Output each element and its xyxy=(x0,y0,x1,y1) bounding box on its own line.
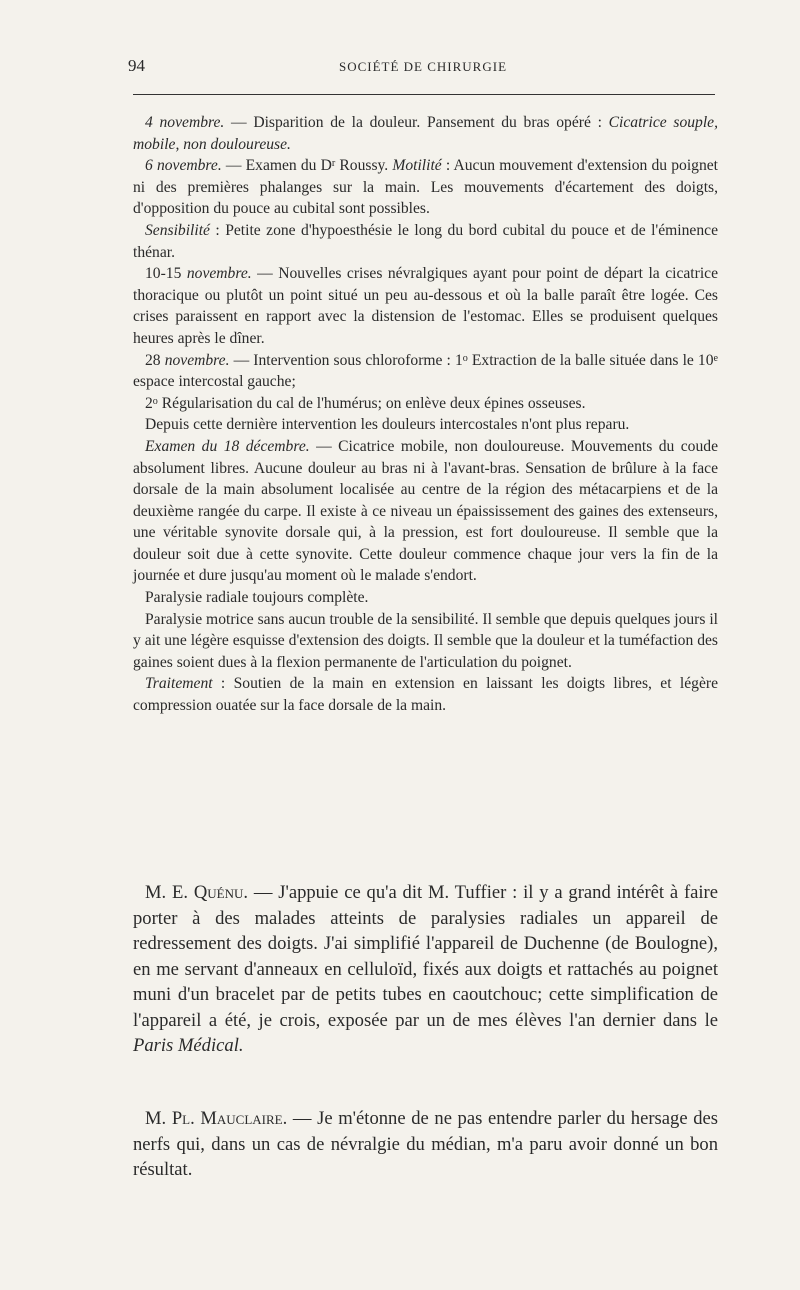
speaker-name: Quénu xyxy=(193,882,244,903)
text-run: Cicatrice souple, mobile, non douloureuse. xyxy=(133,114,718,153)
text-run: Depuis cette dernière intervention les douleurs intercostales n'ont plus reparu. xyxy=(145,416,630,434)
text-run: — Examen du D xyxy=(221,157,332,175)
text-run: — Disparition de la douleur. Pansement du bras opéré : xyxy=(224,114,609,131)
text-run: 6 novembre. xyxy=(145,157,222,175)
text-run: : Petite zone d'hypoesthésie le long du bord cubital du pouce et de l'éminence thénar. xyxy=(133,221,718,261)
speaker-name: Pl. Mauclaire xyxy=(171,1108,283,1129)
text-run: Paralysie motrice sans aucun trouble de la sensibilité. Il semble que depuis quelques jours il y ait une légère esquisse d'extension des doigts. Il semble que la douleur et la tuméfaction des gaines soient dues à la flexion permanente de l'articulation du poignet. xyxy=(133,610,718,671)
text-run: . — J'appuie ce qu'a dit M. Tuffier : il y a grand intérêt à faire porter à des malades atteints de paralysies radiales un appareil de redressement des doigts. J'ai simplifié l'appareil de Duchenne (de Boulogne), en me servant d'anneaux en celluloïd, fixés aux doigts et rattachés au poignet muni d'un bracelet par de petits tubes en caoutchouc; cette simplification de l'appareil a été, je crois, exposée par un de mes élèves l'an dernier dans le xyxy=(133,882,719,1031)
note-paragraph xyxy=(133,263,718,349)
note-paragraph xyxy=(133,673,718,716)
text-run: e xyxy=(713,352,719,364)
discussion-mauclaire xyxy=(133,1106,718,1183)
page-number: 94 xyxy=(128,56,145,75)
text-run: : Soutien de la main en extension en laissant les doigts libres, et légère compression ouatée sur la face dorsale de la main. xyxy=(133,675,718,715)
page-header xyxy=(128,56,718,80)
text-run: Sensibilité xyxy=(145,221,210,239)
text-run: M. E. xyxy=(145,882,194,903)
text-run: novembre. xyxy=(164,351,230,369)
discussion-paragraph xyxy=(133,1106,718,1183)
text-run: Roussy. xyxy=(335,157,393,175)
text-run: — Cicatrice mobile, non douloureuse. Mouvements du coude absolument libres. Aucune douleur au bras ni à l'avant-bras. Sensation de brûlure à la face dorsale de la main absolument localisée au centre de la région des métacarpiens et de la deuxième rangée du carpe. Il existe à ce niveau un épaississement des gaines des extenseurs, une véritable synovite dorsale qui, à la pression, est fort douloureuse. Il semble que la douleur soit due à cette synovite. Cette douleur commence chaque jour vers la fin de la journée et dure jusqu'au moment où le malade s'endort. xyxy=(133,437,718,585)
text-run: — Nouvelles crises névralgiques ayant pour point de départ la cicatrice thoracique ou plutôt un point situé un peu au-dessous et où la balle paraît être logée. Ces crises paraissent en rapport avec la distension de l'estomac. Elles se produisent quelques heures après le dîner. xyxy=(133,265,718,347)
note-paragraph xyxy=(133,155,718,220)
text-run: . — Je m'étonne de ne pas entendre parler du hersage des nerfs qui, dans un cas de névralgie du médian, m'a paru avoir donné un bon résultat. xyxy=(133,1108,718,1180)
note-paragraph xyxy=(133,220,718,263)
text-run: o xyxy=(152,395,158,407)
text-run: Motilité xyxy=(392,157,442,175)
text-run: Paris Médical. xyxy=(133,1035,244,1056)
running-title: SOCIÉTÉ DE CHIRURGIE xyxy=(338,59,508,74)
text-run: M. xyxy=(145,1108,172,1129)
note-paragraph xyxy=(133,436,718,587)
text-run: : Aucun mouvement d'extension du poignet ni des premières phalanges sur la main. Les mouvements d'écartement des doigts, d'opposition du pouce au cubital sont possibles. xyxy=(133,157,718,218)
note-paragraph xyxy=(133,393,718,415)
text-run: 4 novembre. xyxy=(145,114,225,131)
note-paragraph xyxy=(133,587,718,609)
text-run: espace intercostal gauche; xyxy=(133,373,296,391)
text-run: novembre. xyxy=(186,265,252,283)
text-run: 2 xyxy=(145,394,153,412)
discussion-quenu xyxy=(133,880,718,1059)
clinical-notes xyxy=(133,112,718,717)
note-paragraph xyxy=(133,350,718,393)
text-run: o xyxy=(462,352,468,364)
note-paragraph xyxy=(133,414,718,436)
text-run: — Intervention sous chloroforme : 1 xyxy=(229,351,463,369)
text-run: Régularisation du cal de l'humérus; on enlève deux épines osseuses. xyxy=(157,394,586,412)
text-run: 10-15 xyxy=(145,265,187,283)
text-run: Examen du 18 décembre. xyxy=(145,437,310,455)
text-run: Paralysie radiale toujours complète. xyxy=(145,589,369,607)
text-run: r xyxy=(331,158,336,170)
note-paragraph xyxy=(133,112,718,155)
text-run: Extraction de la balle située dans le 10 xyxy=(467,351,714,369)
discussion-paragraph xyxy=(133,880,718,1059)
note-paragraph xyxy=(133,609,718,674)
text-run: 28 xyxy=(145,351,165,369)
header-rule xyxy=(133,94,715,95)
text-run: Traitement xyxy=(145,675,213,693)
